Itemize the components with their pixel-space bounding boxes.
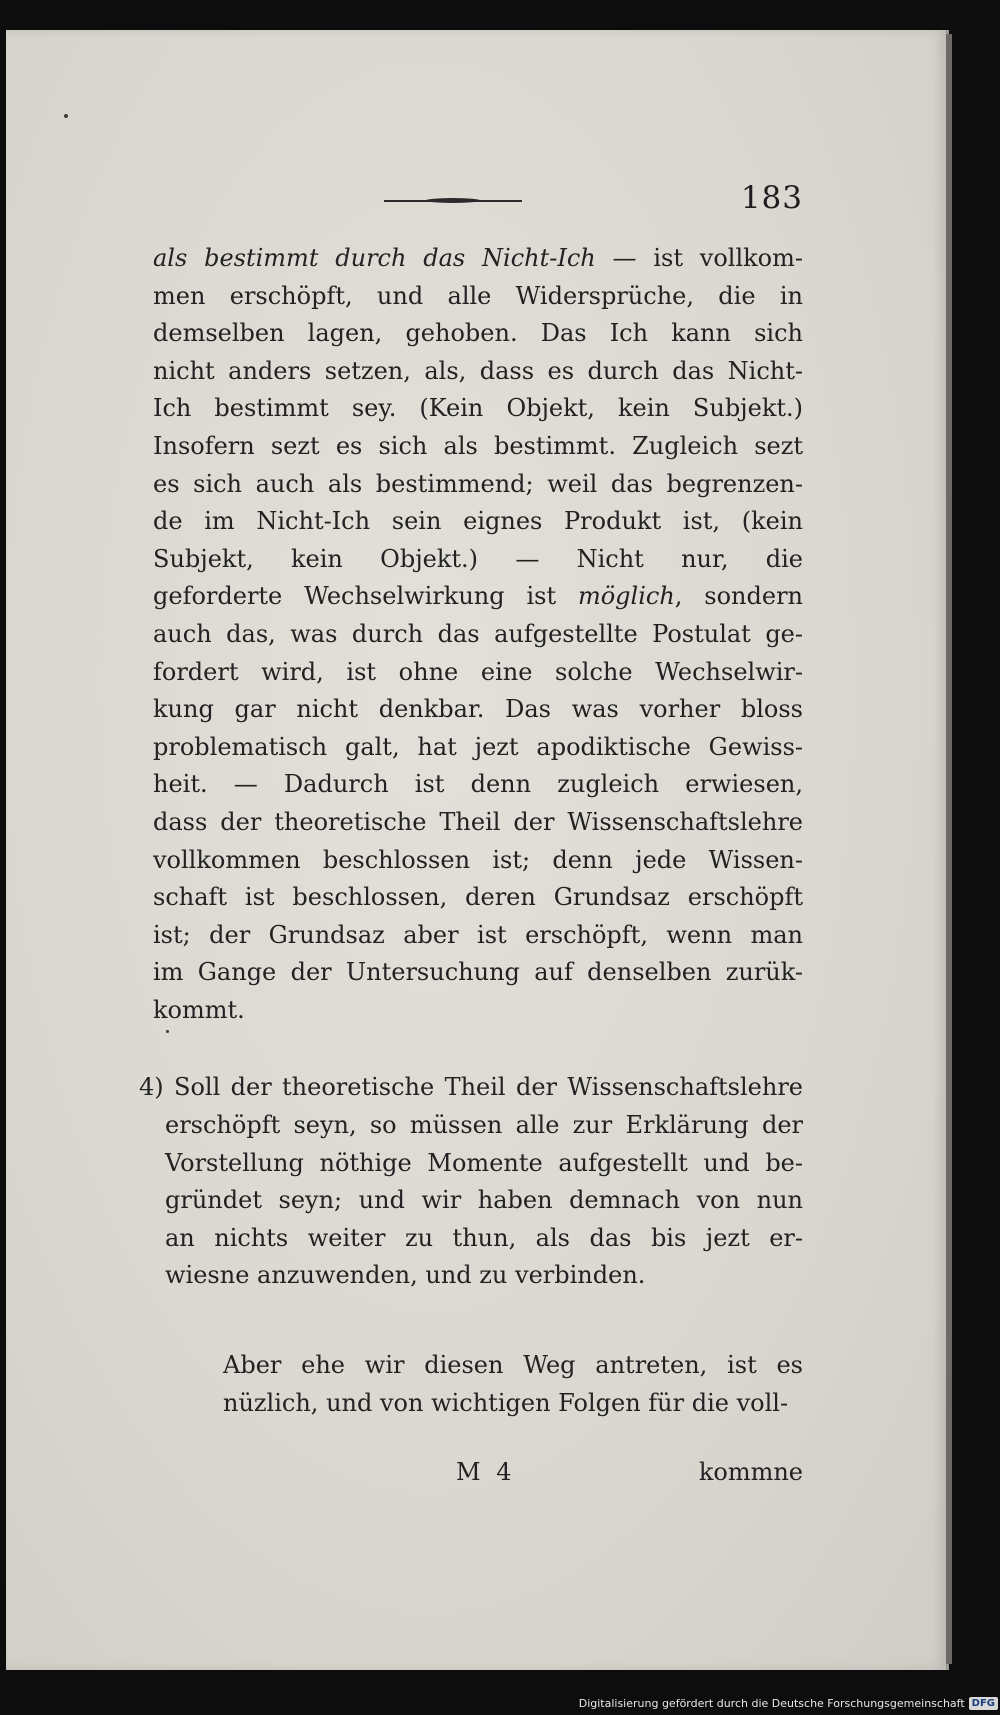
text-line: schaft ist beschlossen, deren Grundsaz erschöpft — [153, 883, 803, 912]
body-text — [139, 240, 803, 1422]
paragraph-next-step — [153, 1347, 803, 1422]
paragraph-gap — [153, 1295, 803, 1347]
dfg-logo-icon: DFG — [969, 1697, 998, 1710]
text-line: nüzlich, und von wichtigen Folgen für die voll- — [223, 1388, 789, 1417]
text-line: Ich bestimmt sey. (Kein Objekt, kein Subjekt.) — [153, 394, 803, 423]
text-line: vollkommen beschlossen ist; denn jede Wissen- — [153, 845, 803, 874]
emphasis-text: möglich — [577, 582, 675, 611]
text-line: de im Nicht-Ich sein eignes Produkt ist, (kein — [153, 507, 803, 536]
emphasis-text: als bestimmt durch das Nicht-Ich — [153, 244, 596, 272]
text-line: als bestimmt durch das Nicht-Ich — ist vollkom- — [153, 244, 803, 272]
text-line: geforderte Wechselwirkung ist möglich, sondern — [153, 582, 803, 611]
paragraph-item-4 — [139, 1069, 803, 1295]
text-line: Vorstellung nöthige Momente aufgestellt und be- — [165, 1148, 803, 1177]
text-line: an nichts weiter zu thun, als das bis jezt er- — [165, 1223, 803, 1252]
text-line: wiesne anzuwenden, und zu verbinden. — [165, 1261, 646, 1290]
text-line: ist; der Grundsaz aber ist erschöpft, wenn man — [153, 920, 803, 949]
text-line: nicht anders setzen, als, dass es durch das Nicht- — [153, 356, 803, 385]
text-line: im Gange der Untersuchung auf denselben zurük- — [153, 958, 803, 987]
text-line: Aber ehe wir diesen Weg antreten, ist es — [223, 1351, 803, 1380]
running-head — [6, 180, 946, 220]
text-line: 4) Soll der theoretische Theil der Wissenschaftslehre — [139, 1073, 803, 1102]
text-line: fordert wird, ist ohne eine solche Wechselwir- — [153, 657, 803, 686]
text-line: gründet seyn; und wir haben demnach von nun — [165, 1186, 803, 1215]
text-line: Subjekt, kein Objekt.) — Nicht nur, die — [153, 544, 803, 573]
text-line: men erschöpft, und alle Widersprüche, die in — [153, 281, 803, 310]
text-line: auch das, was durch das aufgestellte Postulat ge- — [153, 619, 803, 648]
text-line: kung gar nicht denkbar. Das was vorher bloss — [153, 695, 803, 724]
signature-mark: M 4 — [456, 1458, 516, 1486]
paragraph-gap — [153, 1029, 803, 1069]
book-page — [6, 30, 949, 1670]
catchword: kommne — [698, 1458, 803, 1486]
text-line: Insofern sezt es sich als bestimmt. Zugleich sezt — [153, 431, 803, 460]
paragraph-determination — [153, 240, 803, 1029]
credit-text: Digitalisierung gefördert durch die Deutsche Forschungsgemeinschaft — [578, 1696, 965, 1710]
page-edge-shadow — [946, 34, 952, 1664]
paper-speck — [64, 114, 68, 118]
text-line: problematisch galt, hat jezt apodiktische Gewiss- — [153, 732, 803, 761]
text-line: kommt. — [153, 995, 245, 1024]
digitization-credit — [579, 1693, 998, 1713]
text-line: heit. — Dadurch ist denn zugleich erwiesen, — [153, 770, 803, 799]
text-line: es sich auch als bestimmend; weil das begrenzen- — [153, 469, 803, 498]
text-line: dass der theoretische Theil der Wissenschaftslehre — [153, 807, 803, 836]
page-footer — [153, 1458, 803, 1498]
text-line: demselben lagen, gehoben. Das Ich kann sich — [153, 319, 803, 348]
page-number: 183 — [740, 180, 803, 216]
header-rule-ornament — [426, 198, 480, 203]
text-line: erschöpft seyn, so müssen alle zur Erklärung der — [165, 1111, 803, 1140]
